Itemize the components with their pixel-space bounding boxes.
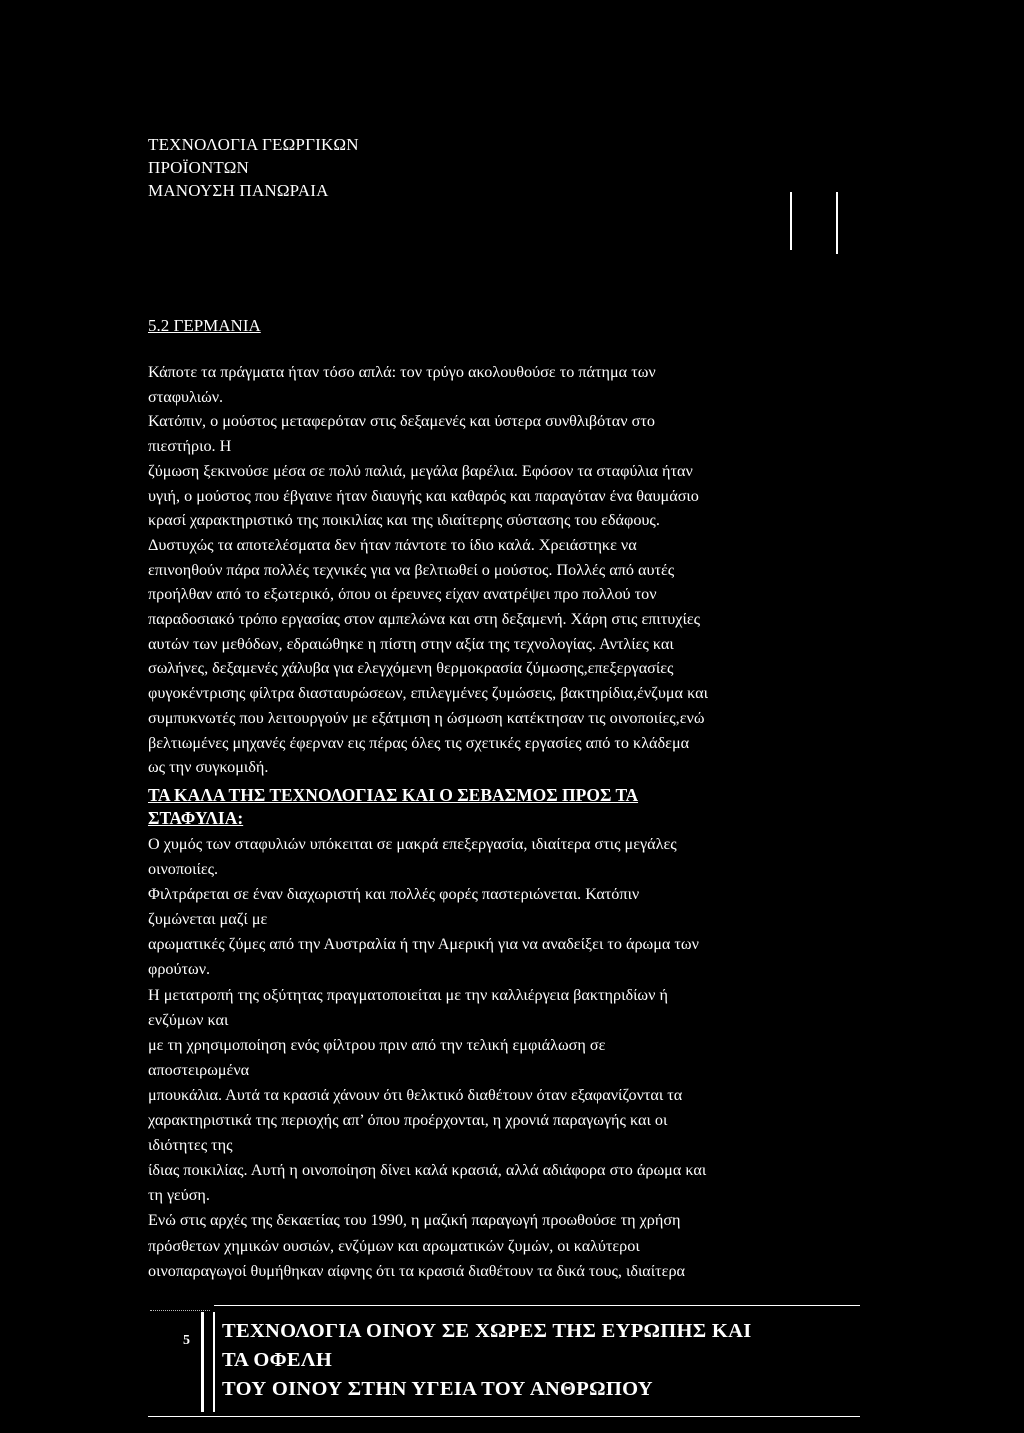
document-header bbox=[148, 133, 359, 202]
text-line: ζυμώνεται μαζί με bbox=[148, 910, 268, 929]
text-line: φρούτων. bbox=[148, 960, 211, 979]
text-line: ως την συγκομιδή. bbox=[148, 758, 269, 777]
text-line: Κατόπιν, ο μούστος μεταφερόταν στις δεξαμενές και ύστερα συνθλιβόταν στο bbox=[148, 412, 655, 431]
footer-title-line2: ΤΑ ΟΦΕΛΗ bbox=[222, 1349, 333, 1371]
footer-top-rule bbox=[214, 1305, 860, 1306]
text-line: κρασί χαρακτηριστικό της ποικιλίας και της ιδιαίτερης σύστασης του εδάφους. bbox=[148, 511, 660, 530]
text-line: τη γεύση. bbox=[148, 1186, 210, 1205]
text-line: με τη χρησιμοποίηση ενός φίλτρου πριν από την τελική εμφιάλωση σε bbox=[148, 1035, 606, 1054]
text-line: ζύμωση ξεκινούσε μέσα σε πολύ παλιά, μεγάλα βαρέλια. Εφόσον τα σταφύλια ήταν bbox=[148, 461, 693, 480]
text-line: προήλθαν από το εξωτερικό, όπου οι έρευνες είχαν ανατρέψει προ πολλού τον bbox=[148, 585, 657, 604]
text-line: μπουκάλια. Αυτά τα κρασιά χάνουν ότι θελκτικό διαθέτουν όταν εξαφανίζονται τα bbox=[148, 1085, 683, 1104]
subsection-title-line2: ΣΤΑΦΥΛΙΑ: bbox=[148, 808, 244, 828]
margin-mark-right bbox=[836, 192, 838, 254]
footer-title-line1: ΤΕΧΝΟΛΟΓΙΑ ΟΙΝΟΥ ΣΕ ΧΩΡΕΣ ΤΗΣ ΕΥΡΩΠΗΣ ΚΑΙ bbox=[222, 1320, 752, 1342]
text-line: πιεστήριο. Η bbox=[148, 437, 232, 456]
footer-title bbox=[222, 1317, 752, 1404]
text-line: συμπυκνωτές που λειτουργούν με εξάτμιση η ώσμωση κατέκτησαν τις οινοποιίες,ενώ bbox=[148, 708, 705, 727]
text-line: σωλήνες, δεξαμενές χάλυβα για ελεγχόμενη θερμοκρασία ζύμωσης,επεξεργασίες bbox=[148, 659, 674, 678]
text-line: φυγοκέντρισης φίλτρα διασταυρώσεων, επιλεγμένες ζυμώσεις, βακτηρίδια,ένζυμα και bbox=[148, 684, 708, 703]
text-line: Ενώ στις αρχές της δεκαετίας του 1990, η μαζική παραγωγή προωθούσε τη χρήση bbox=[148, 1211, 681, 1230]
text-line: Ο χυμός των σταφυλιών υπόκειται σε μακρά επεξεργασία, ιδιαίτερα στις μεγάλες bbox=[148, 835, 677, 853]
header-course-line1: ΤΕΧΝΟΛΟΓΙΑ ΓΕΩΡΓΙΚΩΝ bbox=[148, 135, 359, 154]
text-line: αρωματικές ζύμες από την Αυστραλία ή την Αμερική για να αναδείξει το άρωμα των bbox=[148, 935, 699, 954]
text-line: ενζύμων και bbox=[148, 1010, 229, 1029]
section-title: 5.2 ΓΕΡΜΑΝΙΑ bbox=[148, 316, 261, 335]
header-author: ΜΑΝΟΥΣΗ ΠΑΝΩΡΑΙΑ bbox=[148, 181, 329, 200]
footer-title-line3: ΤΟΥ ΟΙΝΟΥ ΣΤΗΝ ΥΓΕΙΑ ΤΟΥ ΑΝΘΡΩΠΟΥ bbox=[222, 1378, 653, 1400]
subsection-title-line1: ΤΑ ΚΑΛΑ ΤΗΣ ΤΕΧΝΟΛΟΓΙΑΣ ΚΑΙ Ο ΣΕΒΑΣΜΟΣ ΠΡΟΣ ΤΑ bbox=[148, 785, 639, 805]
page-number: 5 bbox=[183, 1333, 190, 1348]
text-line: Η μετατροπή της οξύτητας πραγματοποιείται με την καλλιέργεια βακτηριδίων ή bbox=[148, 985, 668, 1004]
text-line: επινοηθούν πάρα πολλές τεχνικές για να βελτιωθεί ο μούστος. Πολλές από αυτές bbox=[148, 560, 675, 579]
subsection-body bbox=[148, 832, 848, 1284]
text-line: Κάποτε τα πράγματα ήταν τόσο απλά: τον τρύγο ακολουθούσε το πάτημα των bbox=[148, 363, 656, 381]
text-line: αποστειρωμένα bbox=[148, 1060, 250, 1079]
header-course-line2: ΠΡΟΪΟΝΤΩΝ bbox=[148, 158, 250, 177]
text-line: ίδιας ποικιλίας. Αυτή η οινοποίηση δίνει καλά κρασιά, αλλά αδιάφορα στο άρωμα και bbox=[148, 1161, 707, 1180]
footer-bottom-rule bbox=[148, 1416, 860, 1417]
text-line: ιδιότητες της bbox=[148, 1136, 233, 1155]
footer-double-bar bbox=[201, 1312, 215, 1412]
text-line: οινοποιίες. bbox=[148, 860, 219, 879]
text-line: οινοπαραγωγοί θυμήθηκαν αίφνης ότι τα κρασιά διαθέτουν τα δικά τους, ιδιαίτερα bbox=[148, 1261, 686, 1280]
margin-mark-left bbox=[790, 192, 792, 250]
text-line: υγιή, ο μούστος που έβγαινε ήταν διαυγής και καθαρός και παραγόταν ένα θαυμάσιο bbox=[148, 486, 699, 505]
text-line: παραδοσιακό τρόπο εργασίας στον αμπελώνα και στη δεξαμενή. Χάρη στις επιτυχίες bbox=[148, 610, 701, 629]
text-line: σταφυλιών. bbox=[148, 387, 224, 406]
text-line: πρόσθετων χημικών ουσιών, ενζύμων και αρωματικών ζυμών, οι καλύτεροι bbox=[148, 1236, 640, 1255]
text-line: Φιλτράρεται σε έναν διαχωριστή και πολλές φορές παστεριώνεται. Κατόπιν bbox=[148, 885, 640, 904]
text-line: βελτιωμένες μηχανές έφερναν εις πέρας όλες τις σχετικές εργασίες από το κλάδεμα bbox=[148, 733, 690, 752]
text-line: Δυστυχώς τα αποτελέσματα δεν ήταν πάντοτε το ίδιο καλά. Χρειάστηκε να bbox=[148, 535, 637, 554]
subsection-title bbox=[148, 784, 768, 830]
text-line: αυτών των μεθόδων, εδραιώθηκε η πίστη στην αξία της τεχνολογίας. Αντλίες και bbox=[148, 634, 674, 653]
intro-paragraph bbox=[148, 360, 848, 780]
text-line: χαρακτηριστικά της περιοχής απ’ όπου προέρχονται, η χρονιά παραγωγής και οι bbox=[148, 1111, 668, 1130]
